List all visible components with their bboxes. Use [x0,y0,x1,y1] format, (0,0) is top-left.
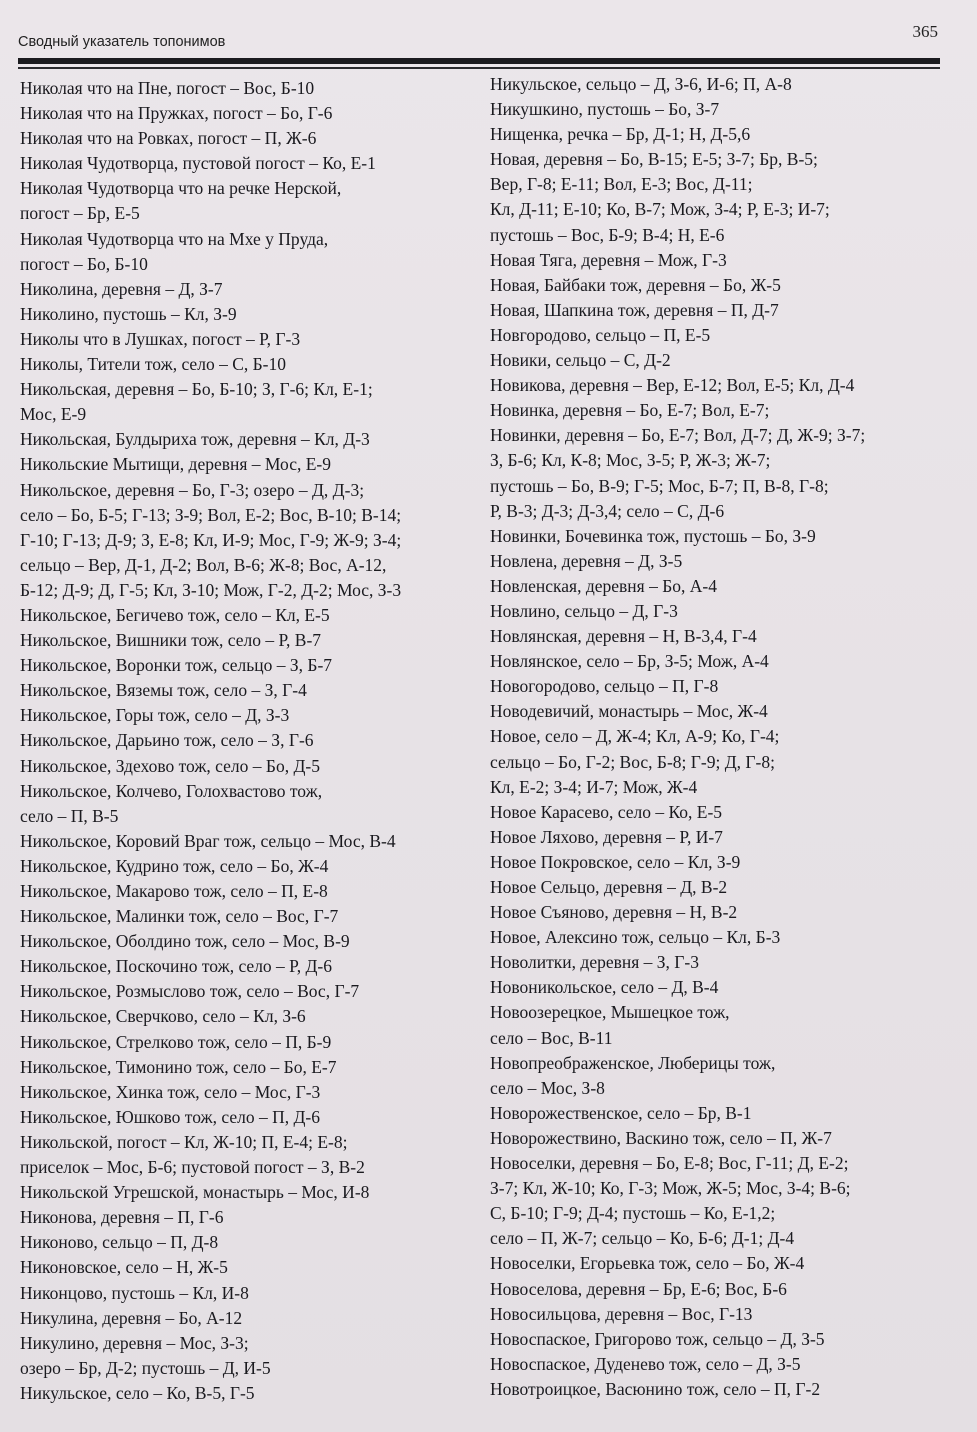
index-entry-line: Г-10; Г-13; Д-9; З, Е-8; Кл, И-9; Мос, Г-9; Ж-9; З-4; [20,529,402,550]
index-entry-line: Никольское, Юшково тож, село – П, Д-6 [20,1106,321,1127]
index-entry-line: Никушкино, пустошь – Бо, З-7 [490,99,720,120]
index-entry-line: Никольское, Поскочино тож, село – Р, Д-6 [20,956,332,977]
index-entry-line: Новогородово, сельцо – П, Г-8 [490,676,719,697]
index-entry-line: Никольское, Розмыслово тож, село – Вос, Г-7 [20,981,360,1002]
index-entry-line: приселок – Мос, Б-6; пустовой погост – З, В-2 [20,1157,365,1178]
index-entry-line: Новое Съяново, деревня – Н, В-2 [490,902,738,923]
index-entry-line: Новоспаское, Григорово тож, сельцо – Д, З-5 [490,1328,825,1349]
index-entry-line: Никонцово, пустошь – Кл, И-8 [20,1282,249,1303]
index-entry-line: село – Мос, З-8 [490,1077,605,1098]
index-entry-line: Никольское, Коровий Враг тож, сельцо – Мос, В-4 [20,830,396,851]
index-entry-line: село – Бо, Б-5; Г-13; З-9; Вол, Е-2; Вос, В-10; В-14; [20,504,402,525]
index-entry-line: Никольское, Макарово тож, село – П, Е-8 [20,881,328,901]
index-entry-line: Р, В-3; Д-3; Д-3,4; село – С, Д-6 [490,500,725,521]
index-entry-line: Новая, Шапкина тож, деревня – П, Д-7 [490,299,779,320]
index-entry-line: Никольское, Оболдино тож, село – Мос, В-9 [20,931,350,952]
index-entry-line: Новотроицкое, Васюнино тож, село – П, Г-2 [490,1378,821,1399]
index-entry-line: село – Вос, В-11 [490,1027,613,1048]
index-entry-line: Новоселки, Егорьевка тож, село – Бо, Ж-4 [490,1253,805,1274]
index-entry-line: Никольская, Булдыриха тож, деревня – Кл, Д-3 [20,429,370,450]
index-entry-line: озеро – Бр, Д-2; пустошь – Д, И-5 [20,1357,271,1378]
index-entry-line: Никулина, деревня – Бо, А-12 [20,1307,243,1328]
header-rule-thick [18,58,940,64]
index-entry-line: Новикова, деревня – Вер, Е-12; Вол, Е-5; Кл, Д-4 [490,375,855,396]
index-entry-line: Николая Чудотворца что на Мхе у Пруда, [20,228,329,249]
index-entry-line: Новинки, деревня – Бо, Е-7; Вол, Д-7; Д, Ж-9; З-7; [490,425,866,446]
index-entry-line: Никоново, сельцо – П, Д-8 [20,1232,219,1253]
index-entry-line: Никульское, село – Ко, В-5, Г-5 [20,1382,255,1403]
index-entry-line: З-7; Кл, Ж-10; Ко, Г-3; Мож, Ж-5; Мос, З-4; В-6; [490,1178,851,1199]
index-entry-line: Кл, Д-11; Е-10; Ко, В-7; Мож, З-4; Р, Е-3; И-7; [490,199,830,220]
index-entry-line: село – П, Ж-7; сельцо – Ко, Б-6; Д-1; Д-4 [490,1228,795,1249]
index-entry-line: сельцо – Бо, Г-2; Вос, Б-8; Г-9; Д, Г-8; [490,751,775,772]
index-entry-line: Николая Чудотворца что на речке Нерской, [20,178,342,199]
index-entry-line: Кл, Е-2; З-4; И-7; Мож, Ж-4 [490,776,698,797]
index-entry-line: Никольское, Бегичево тож, село – Кл, Е-5 [20,604,330,625]
index-entry-line: Новики, сельцо – С, Д-2 [490,350,671,371]
index-entry-line: Никольское, Малинки тож, село – Вос, Г-7 [20,906,339,927]
index-entry-line: Новорожествино, Васкино тож, село – П, Ж-7 [490,1127,832,1148]
index-entry-line: Никольской, погост – Кл, Ж-10; П, Е-4; Е-8; [20,1131,348,1152]
index-entry-line: Никульское, сельцо – Д, З-6, И-6; П, А-8 [490,74,792,94]
index-entry-line: Новинка, деревня – Бо, Е-7; Вол, Е-7; [490,400,770,421]
page-header [18,20,940,50]
index-entry-line: Никольской Угрешской, монастырь – Мос, И-8 [20,1182,370,1203]
index-entry-line: Николина, деревня – Д, З-7 [20,278,223,299]
index-entry-line: Николы что в Лушках, погост – Р, Г-3 [20,328,301,349]
index-entry-line: Новоселки, деревня – Бо, Е-8; Вос, Г-11; Д, Е-2; [490,1153,849,1174]
running-title: Сводный указатель топонимов [18,34,226,50]
index-entry-line: Никольское, Горы тож, село – Д, З-3 [20,705,290,726]
index-entry-line: Николы, Тители тож, село – С, Б-10 [20,354,286,375]
index-entry-line: Никольское, Дарьино тож, село – З, Г-6 [20,730,314,751]
index-entry-line: Новлино, сельцо – Д, Г-3 [490,600,678,621]
header-rule-thin [18,67,940,69]
index-entry-line: Новлянская, деревня – Н, В-3,4, Г-4 [490,626,757,647]
index-entry-line: Никольское, Вяземы тож, село – З, Г-4 [20,680,307,701]
index-entry-line: Никольское, Здехово тож, село – Бо, Д-5 [20,755,320,776]
index-entry-line: Новолитки, деревня – З, Г-3 [490,952,699,973]
index-entry-line: Никольская, деревня – Бо, Б-10; З, Г-6; Кл, Е-1; [20,379,373,400]
right-index-column [490,72,948,1402]
index-entry-line: Никольское, Кудрино тож, село – Бо, Ж-4 [20,855,329,876]
index-entry-line: Никольское, Тимонино тож, село – Бо, Е-7 [20,1056,337,1077]
left-index-column [20,76,484,1406]
index-entry-line: Никольское, Колчево, Голохвастово тож, [20,780,323,801]
index-entry-line: Новлянское, село – Бр, З-5; Мож, А-4 [490,651,769,672]
index-entry-line: Новое Покровское, село – Кл, З-9 [490,851,741,872]
index-entry-line: Новодевичий, монастырь – Мос, Ж-4 [490,701,768,722]
index-entry-line: Новая, Байбаки тож, деревня – Бо, Ж-5 [490,274,781,295]
index-entry-line: Никольское, Стрелково тож, село – П, Б-9 [20,1031,332,1052]
index-entry-line: Новоозерецкое, Мышецкое тож, [490,1002,730,1023]
index-entry-line: Новая, деревня – Бо, В-15; Е-5; З-7; Бр, В-5; [490,149,818,170]
index-entry-line: Никольское, деревня – Бо, Г-3; озеро – Д, Д-3; [20,479,365,500]
index-entry-line: Никоновское, село – Н, Ж-5 [20,1257,228,1278]
index-entry-line: Новопреображенское, Люберицы тож, [490,1052,776,1073]
index-entry-line: Никольские Мытищи, деревня – Мос, Е-9 [20,454,332,475]
index-entry-line: пустошь – Вос, Б-9; В-4; Н, Е-6 [490,224,725,245]
index-entry-line: Николая что на Ровках, погост – П, Ж-6 [20,128,317,149]
index-entry-line: Б-12; Д-9; Д, Г-5; Кл, З-10; Мож, Г-2, Д-2; Мос, З-3 [20,579,402,600]
index-entry-line: Новосильцова, деревня – Вос, Г-13 [490,1303,753,1324]
index-entry-line: Новорожественское, село – Бр, В-1 [490,1102,752,1123]
index-entry-line: Вер, Г-8; Е-11; Вол, Е-3; Вос, Д-11; [490,174,753,195]
index-entry-line: Никольское, Сверчково, село – Кл, З-6 [20,1006,306,1027]
index-entry-line: погост – Бо, Б-10 [20,253,148,274]
index-entry-line: Никулино, деревня – Мос, З-3; [20,1332,249,1353]
index-entry-line: З, Б-6; Кл, К-8; Мос, З-5; Р, Ж-3; Ж-7; [490,450,771,471]
index-entry-line: С, Б-10; Г-9; Д-4; пустошь – Ко, Е-1,2; [490,1203,776,1224]
index-entry-line: село – П, В-5 [20,805,119,826]
index-entry-line: Новое Карасево, село – Ко, Е-5 [490,801,723,822]
index-entry-line: Николая что на Пне, погост – Вос, Б-10 [20,78,315,98]
index-entry-line: Новоселова, деревня – Бр, Е-6; Вос, Б-6 [490,1278,787,1299]
index-entry-line: Николино, пустошь – Кл, З-9 [20,303,237,324]
page-number: 365 [912,22,938,41]
index-entry-line: Николая что на Пружках, погост – Бо, Г-6 [20,103,333,124]
index-entry-line: Нищенка, речка – Бр, Д-1; Н, Д-5,6 [490,124,751,145]
index-entry-line: Новленская, деревня – Бо, А-4 [490,575,717,596]
index-entry-line: Новоспаское, Дуденево тож, село – Д, З-5 [490,1353,801,1374]
index-entry-line: Николая Чудотворца, пустовой погост – Ко, Е-1 [20,153,376,174]
index-entry-line: Никонова, деревня – П, Г-6 [20,1207,224,1228]
index-entry-line: Новое Ляхово, деревня – Р, И-7 [490,826,723,847]
index-entry-line: Никольское, Вишники тож, село – Р, В-7 [20,630,322,651]
index-entry-line: Мос, Е-9 [20,404,87,425]
index-entry-line: Новинки, Бочевинка тож, пустошь – Бо, З-9 [490,525,816,546]
index-entry-line: Новгородово, сельцо – П, Е-5 [490,324,711,345]
index-entry-line: сельцо – Вер, Д-1, Д-2; Вол, В-6; Ж-8; Вос, А-12, [20,554,387,575]
index-entry-line: Новоникольское, село – Д, В-4 [490,977,719,998]
index-entry-line: Никольское, Хинка тож, село – Мос, Г-3 [20,1081,321,1102]
index-entry-line: Новая Тяга, деревня – Мож, Г-3 [490,249,727,270]
index-entry-line: Новое, село – Д, Ж-4; Кл, А-9; Ко, Г-4; [490,726,780,747]
index-entry-line: Новлена, деревня – Д, З-5 [490,550,683,571]
index-entry-line: пустошь – Бо, В-9; Г-5; Мос, Б-7; П, В-8, Г-8; [490,475,829,496]
index-entry-line: Новое Сельцо, деревня – Д, В-2 [490,877,728,897]
index-entry-line: Никольское, Воронки тож, сельцо – З, Б-7 [20,655,333,676]
index-entry-line: Новое, Алексино тож, сельцо – Кл, Б-3 [490,927,781,948]
index-entry-line: погост – Бр, Е-5 [20,203,140,224]
